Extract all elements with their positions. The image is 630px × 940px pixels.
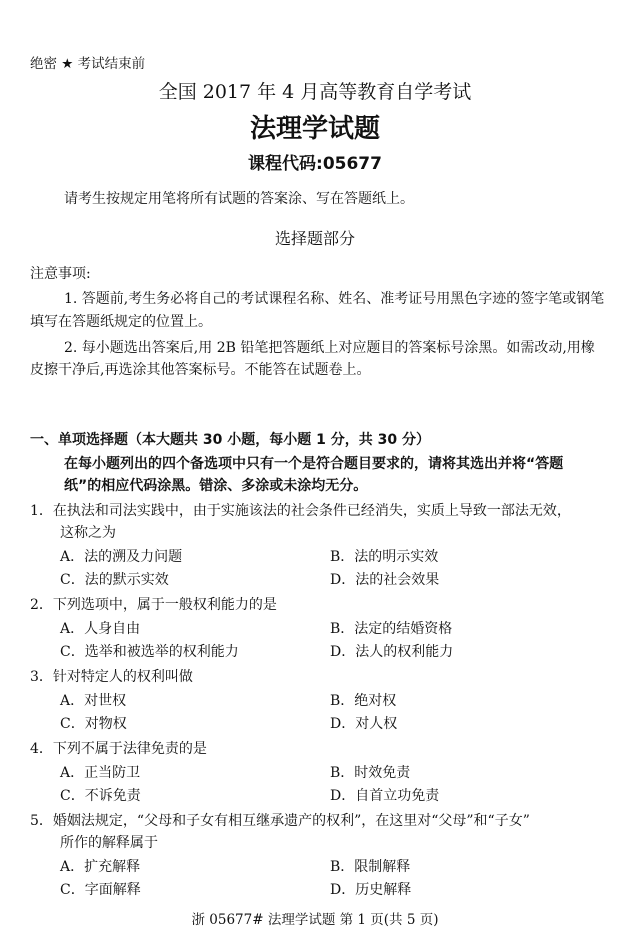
question-1-option-d: D．法的社会效果 — [330, 572, 440, 588]
question-5-option-d: D．历史解释 — [330, 882, 412, 898]
question-5-stem: 5．婚姻法规定，“父母和子女有相互继承遗产的权利”，在这里对“父母”和“子女” — [30, 813, 530, 829]
question-4-option-b: B．时效免责 — [330, 765, 411, 781]
question-4-option-a: A．正当防卫 — [60, 765, 141, 781]
question-3-option-a: A．对世权 — [60, 693, 127, 709]
question-3-option-b: B．绝对权 — [330, 693, 397, 709]
note-2-line-1: 2. 每小题选出答案后,用 2B 铅笔把答题纸上对应题目的答案标号涂黑。如需改动,用橡 — [64, 340, 595, 356]
note-1-line-2: 填写在答题纸规定的位置上。 — [30, 314, 212, 330]
question-2-option-a: A．人身自由 — [60, 621, 141, 637]
intro-text: 请考生按规定用笔将所有试题的答案涂、写在答题纸上。 — [64, 191, 414, 207]
question-3-option-d: D．对人权 — [330, 716, 398, 732]
question-5-option-b: B．限制解释 — [330, 859, 411, 875]
course-code: 课程代码:05677 — [248, 154, 382, 174]
question-2-stem: 2．下列选项中，属于一般权利能力的是 — [30, 597, 277, 613]
section-title: 选择题部分 — [274, 229, 355, 248]
question-1-option-c: C．法的默示实效 — [60, 572, 169, 588]
question-5-option-a: A．扩充解释 — [60, 859, 141, 875]
question-2-option-d: D．法人的权利能力 — [330, 644, 454, 660]
question-1-option-a: A．法的溯及力问题 — [60, 549, 183, 565]
exam-title: 全国 2017 年 4 月高等教育自学考试 — [158, 81, 472, 103]
question-4-option-d: D．自首立功免责 — [330, 788, 440, 804]
question-2-option-c: C．选举和被选举的权利能力 — [60, 644, 239, 660]
question-3-stem: 3．针对特定人的权利叫做 — [30, 669, 193, 685]
question-2-option-b: B．法定的结婚资格 — [330, 621, 453, 637]
question-1-stem: 1．在执法和司法实践中，由于实施该法的社会条件已经消失，实质上导致一部法无效， — [30, 503, 571, 519]
question-3-option-c: C．对物权 — [60, 716, 127, 732]
note-2-line-2: 皮擦干净后,再选涂其他答案标号。不能答在试题卷上。 — [30, 362, 371, 378]
part1-heading: 一、单项选择题（本大题共 30 小题，每小题 1 分，共 30 分） — [30, 432, 430, 448]
page-footer: 浙 05677# 法理学试题 第 1 页(共 5 页) — [191, 912, 439, 928]
subject-title: 法理学试题 — [249, 114, 380, 144]
question-4-option-c: C．不诉免责 — [60, 788, 141, 804]
question-1-stem-cont: 这称之为 — [60, 525, 116, 541]
confidential-mark: 绝密 ★ 考试结束前 — [30, 56, 146, 72]
question-4-stem: 4．下列不属于法律免责的是 — [30, 741, 207, 757]
part1-instruction-line-2: 纸”的相应代码涂黑。错涂、多涂或未涂均无分。 — [64, 478, 368, 494]
note-1-line-1: 1. 答题前,考生务必将自己的考试课程名称、姓名、准考证号用黑色字迹的签字笔或钢笔 — [64, 291, 605, 307]
part1-instruction-line-1: 在每小题列出的四个备选项中只有一个是符合题目要求的，请将其选出并将“答题 — [64, 456, 564, 472]
question-5-stem-cont: 所作的解释属于 — [60, 835, 158, 851]
question-1-option-b: B．法的明示实效 — [330, 549, 439, 565]
notes-title: 注意事项: — [30, 266, 91, 282]
question-5-option-c: C．字面解释 — [60, 882, 141, 898]
